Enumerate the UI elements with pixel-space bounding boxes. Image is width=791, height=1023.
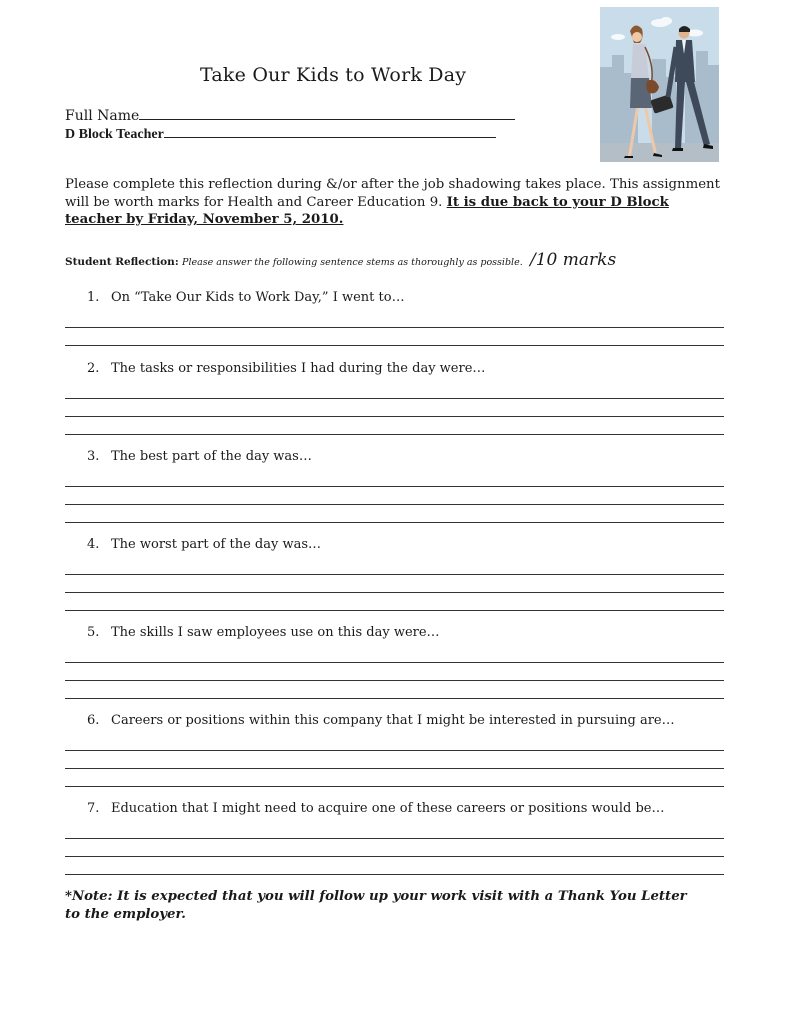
answer-line[interactable]: [65, 733, 724, 751]
reflection-hint: Please answer the following sentence stems as thoroughly as possible.: [182, 257, 523, 268]
instructions-text: Please complete this reflection during &/or after the job shadowing takes place. This assignment will be worth marks for Health and Career Education 9.: [65, 177, 720, 210]
question-number: 7.: [87, 801, 100, 816]
thank-you-note: *Note: It is expected that you will follow up your work visit with a Thank You Letter to the employer.: [65, 889, 687, 922]
answer-line[interactable]: [65, 469, 724, 487]
due-date-text: It is due back to your D Block teacher by Friday, November 5, 2010.: [65, 194, 669, 227]
full-name-field: [65, 106, 515, 124]
answer-line[interactable]: [65, 751, 724, 769]
page-title: Take Our Kids to Work Day: [200, 64, 467, 86]
answer-line[interactable]: [65, 417, 724, 435]
answer-line[interactable]: [65, 769, 724, 787]
question-prompt: [65, 449, 725, 469]
teacher-blank[interactable]: [164, 124, 496, 138]
question-6: [65, 713, 725, 787]
question-prompt: [65, 625, 725, 645]
teacher-label: D Block Teacher: [65, 127, 164, 142]
question-prompt: [65, 713, 725, 733]
answer-line[interactable]: [65, 839, 724, 857]
question-prompt: [65, 290, 725, 310]
full-name-blank[interactable]: [139, 106, 515, 120]
question-prompt: [65, 801, 725, 821]
question-number: 5.: [87, 625, 100, 640]
answer-line[interactable]: [65, 399, 724, 417]
question-number: 2.: [87, 361, 100, 376]
question-text: Education that I might need to acquire one of these careers or positions would be…: [111, 801, 665, 816]
answer-line[interactable]: [65, 381, 724, 399]
answer-line[interactable]: [65, 857, 724, 875]
answer-line[interactable]: [65, 557, 724, 575]
question-number: 6.: [87, 713, 100, 728]
answer-line[interactable]: [65, 681, 724, 699]
answer-line[interactable]: [65, 575, 724, 593]
question-number: 1.: [87, 290, 100, 305]
question-number: 3.: [87, 449, 100, 464]
question-text: The tasks or responsibilities I had during the day were…: [111, 361, 486, 376]
ground: [600, 143, 719, 162]
question-text: On “Take Our Kids to Work Day,” I went to…: [111, 290, 405, 305]
instructions-paragraph: [65, 176, 725, 229]
question-text: Careers or positions within this company that I might be interested in pursuing are…: [111, 713, 675, 728]
answer-line[interactable]: [65, 593, 724, 611]
question-text: The skills I saw employees use on this day were…: [111, 625, 440, 640]
question-5: [65, 625, 725, 699]
answer-line[interactable]: [65, 645, 724, 663]
teacher-field: [65, 124, 496, 143]
answer-line[interactable]: [65, 505, 724, 523]
answer-line[interactable]: [65, 663, 724, 681]
reflection-label: Student Reflection:: [65, 256, 179, 268]
question-1: [65, 290, 725, 346]
answer-line[interactable]: [65, 821, 724, 839]
reflection-header: [65, 256, 523, 268]
question-text: The best part of the day was…: [111, 449, 312, 464]
answer-line[interactable]: [65, 328, 724, 346]
answer-line[interactable]: [65, 487, 724, 505]
answer-line[interactable]: [65, 310, 724, 328]
question-prompt: [65, 361, 725, 381]
question-2: [65, 361, 725, 435]
marks-total: /10 marks: [530, 250, 617, 270]
question-4: [65, 537, 725, 611]
question-prompt: [65, 537, 725, 557]
question-text: The worst part of the day was…: [111, 537, 321, 552]
question-7: [65, 801, 725, 875]
full-name-label: Full Name: [65, 108, 140, 124]
question-number: 4.: [87, 537, 100, 552]
business-people-walking-illustration: [600, 7, 719, 162]
question-3: [65, 449, 725, 523]
